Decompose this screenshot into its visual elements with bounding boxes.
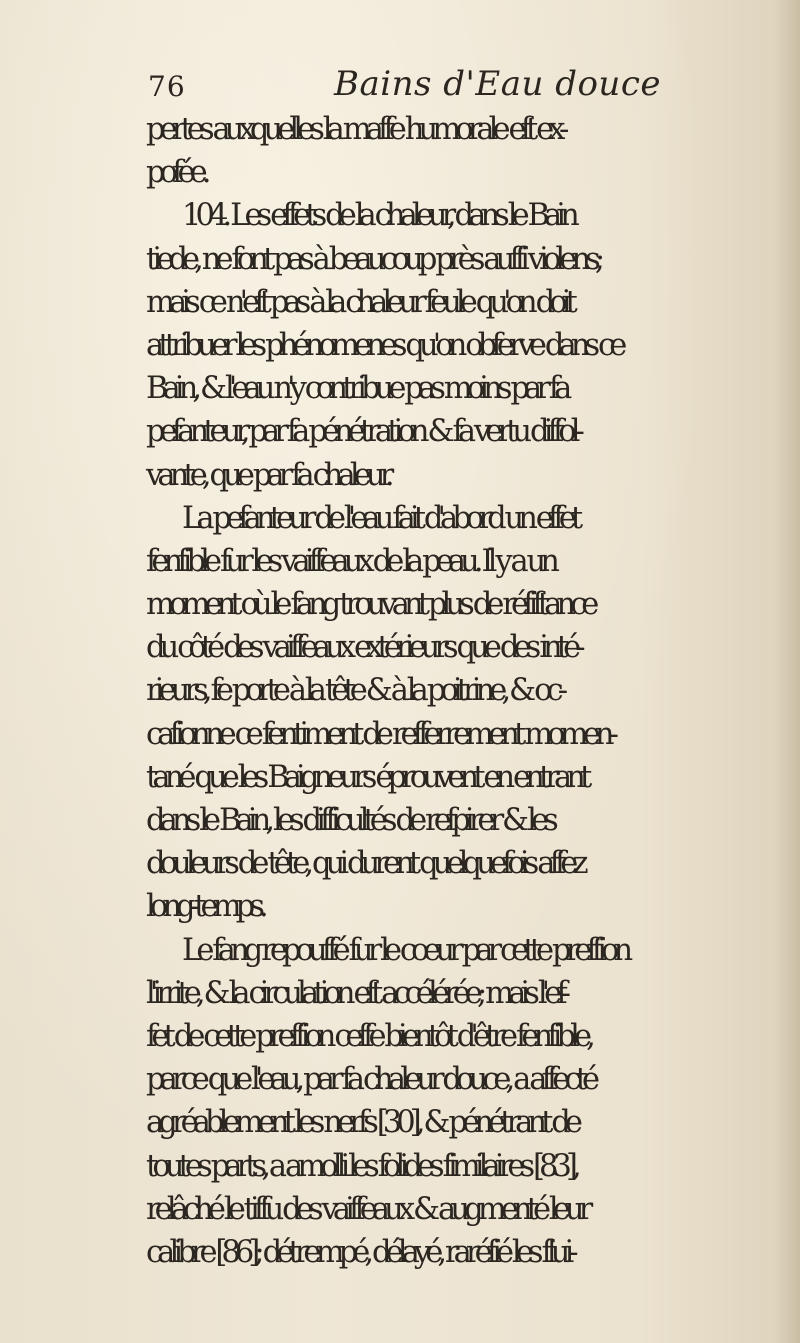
page-number: 76 xyxy=(148,70,186,103)
text-line: La pefanteur de l'eau fait d'abord un effet xyxy=(182,500,578,536)
text-line: moment où le fang trouvant plus de réfiftance xyxy=(146,587,594,623)
text-line: Le fang repouffé fur le cœur par cette preffion xyxy=(182,932,628,968)
text-line: fet de cette preffion ceffe bientôt d'être fenfible, xyxy=(146,1018,590,1054)
text-line: pofée. xyxy=(146,155,206,191)
running-title: Bains d'Eau douce xyxy=(334,64,661,104)
text-line: douleurs de tête, qui durent quelquefois affez xyxy=(146,846,583,882)
running-header xyxy=(148,64,708,112)
text-line: relâché le tiffu des vaiffeaux & augmenté leur xyxy=(146,1191,588,1227)
text-line: cafionne ce fentiment de refferrement momen- xyxy=(146,716,613,752)
text-line: pertes auxquelles la maffe humorale eft ex- xyxy=(146,112,564,147)
text-line: long-temps. xyxy=(146,889,263,925)
text-line: fenfible fur les vaiffeaux de la peau. Il y a un xyxy=(146,543,555,579)
text-line: tané que les Baigneurs éprouvent en entrant xyxy=(146,759,587,795)
text-line: du côté des vaiffeaux extérieurs que des inté- xyxy=(146,630,580,666)
text-line: 104. Les effets de la chaleur, dans le Bain xyxy=(182,198,574,234)
text-line: rieurs, fe porte à la tête & à la poitrine, & oc- xyxy=(146,673,563,709)
body-text xyxy=(146,108,796,1274)
text-line: tiede, ne font pas à beaucoup près auffi violens; xyxy=(146,241,600,277)
text-line: calibre [86]; détrempé, délayé, raréfié les flui- xyxy=(146,1234,573,1270)
text-line: Bain, & l'eau n'y contribue pas moins par fa xyxy=(146,371,567,407)
text-line: l'irrite, & la circulation eft accélérée; mais l'ef- xyxy=(146,975,566,1011)
text-line: toutes parts, a amolli les folides fimilaires [83], xyxy=(146,1148,576,1184)
text-line: parce que l'eau, par fa chaleur douce, a affecté xyxy=(146,1062,595,1098)
text-line: attribuer les phénomenes qu'on obferve dans ce xyxy=(146,327,622,363)
text-line: pefanteur, par fa pénétration & fa vertu diffol- xyxy=(146,414,579,450)
text-line: vante, que par fa chaleur. xyxy=(146,457,389,493)
text-line: agréablement les nerfs [30], & pénétrant de xyxy=(146,1105,578,1141)
text-line: dans le Bain, les difficultés de refpirer & les xyxy=(146,803,553,838)
text-line: mais ce n'eft pas à la chaleur feule qu'on doit xyxy=(146,284,572,320)
